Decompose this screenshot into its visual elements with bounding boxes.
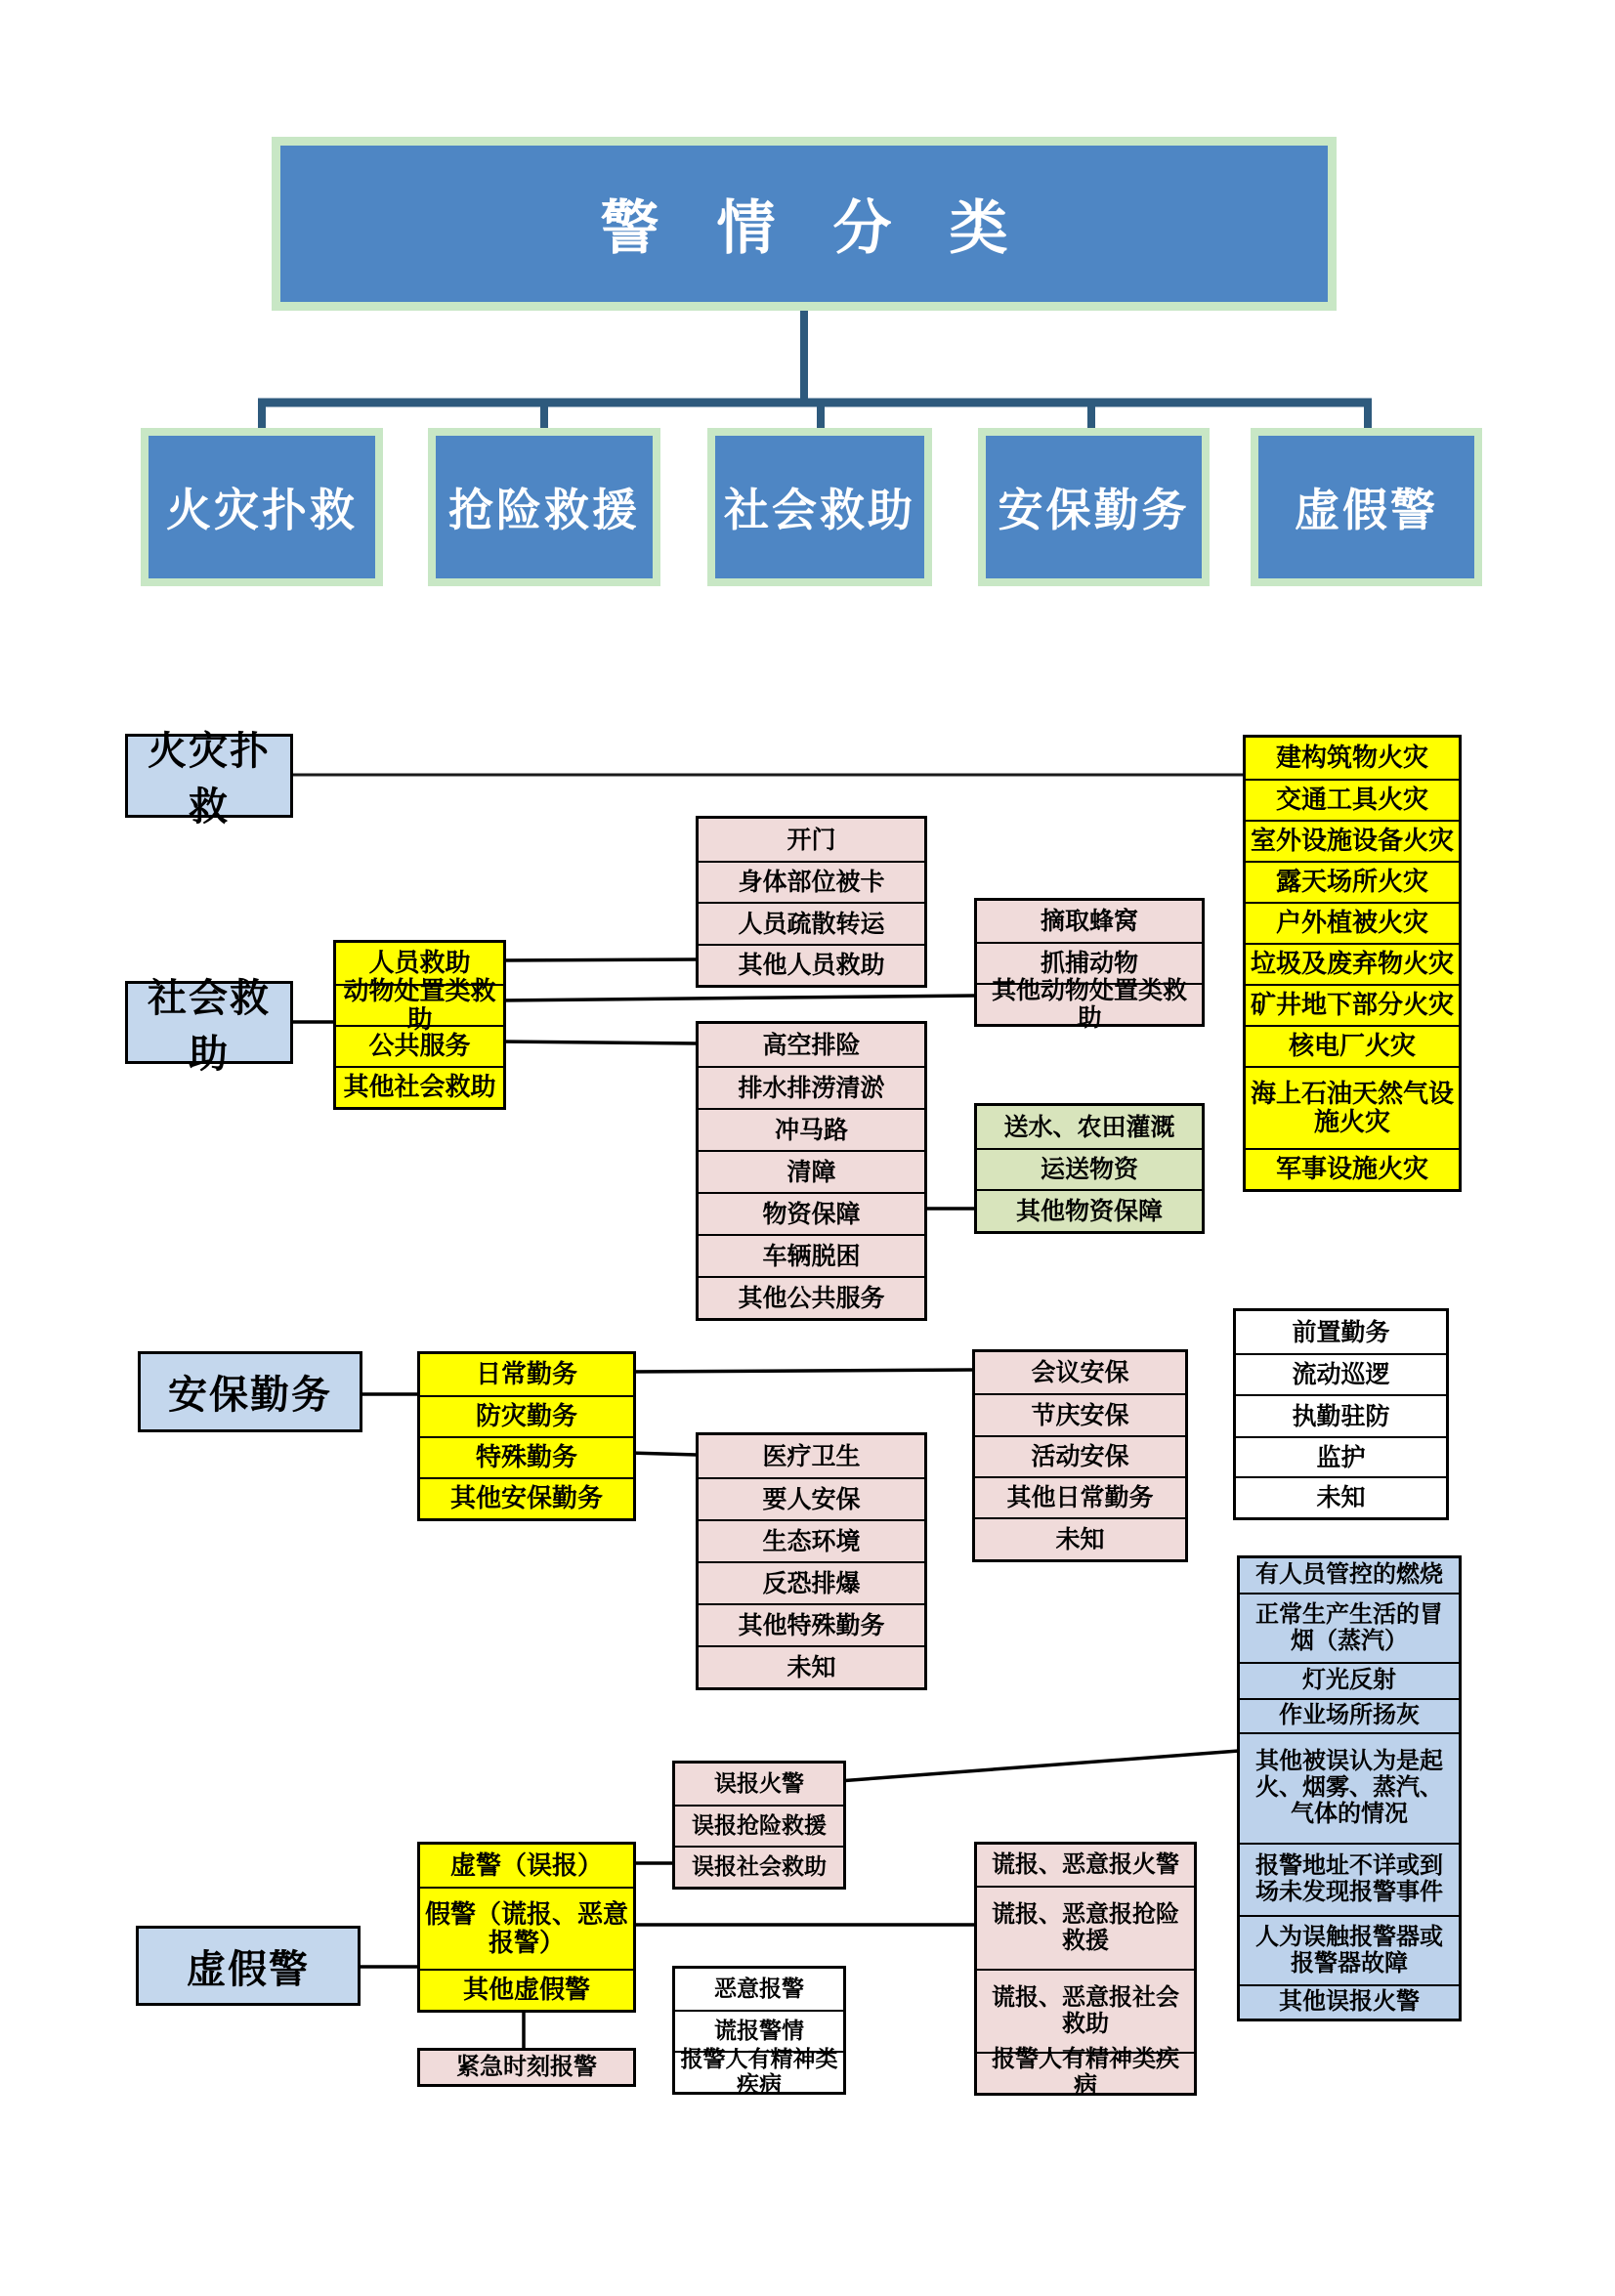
node-misidentified-5: 报警地址不详或到场未发现报警事件	[1240, 1843, 1459, 1915]
node-preDuty-3: 监护	[1236, 1436, 1446, 1476]
node-dailyDuty-3: 其他日常勤务	[975, 1476, 1185, 1517]
category-security: 安保勤务	[978, 428, 1210, 586]
stack-preDuty	[1233, 1308, 1449, 1520]
node-publicService-0: 高空排险	[762, 1031, 861, 1059]
node-mistakenReports-1: 误报抢险救援	[675, 1805, 843, 1846]
node-fireTypes-5: 垃圾及废弃物火灾	[1246, 943, 1459, 984]
node-mistakenReports-2: 误报社会救助	[675, 1846, 843, 1887]
link-person-rescue	[500, 959, 697, 960]
node-falseYellow-1: 假警（谎报、恶意报警）	[420, 1887, 633, 1969]
node-lieReports-1: 谎报、恶意报抢险救援	[977, 1886, 1194, 1969]
node-misidentified-3: 作业场所扬灰	[1240, 1698, 1459, 1732]
node-misidentified-4: 其他被误认为是起火、烟雾、蒸汽、气体的情况	[1240, 1732, 1459, 1843]
node-dailyDuty-0: 会议安保	[1031, 1359, 1129, 1386]
page-title: 警 情 分 类	[272, 137, 1337, 311]
node-emergency-0: 紧急时刻报警	[456, 2053, 597, 2080]
stack-lieReports	[974, 1842, 1197, 2099]
node-personRescue-3: 其他人员救助	[699, 944, 924, 985]
link-misidentified	[838, 1751, 1239, 1781]
node-misidentified-0: 有人员管控的燃烧	[1255, 1561, 1443, 1589]
node-publicService-3: 清障	[699, 1150, 924, 1192]
node-maliciousWhite-2: 报警人有精神类疾病	[675, 2051, 843, 2092]
node-socialYellow-1: 动物处置类救助	[336, 984, 503, 1025]
link-animal	[500, 996, 975, 1000]
node-personRescue-2: 人员疏散转运	[699, 902, 924, 944]
node-animalHandling-0: 摘取蜂窝	[1040, 908, 1138, 935]
node-socialYellow-3: 其他社会救助	[336, 1066, 503, 1107]
node-misidentified-7: 其他误报火警	[1240, 1984, 1459, 2019]
stack-fireTypes	[1243, 735, 1462, 1192]
node-specialDuty-4: 其他特殊勤务	[699, 1603, 924, 1645]
node-maliciousWhite-1: 谎报警情	[675, 2010, 843, 2051]
stack-animalHandling	[974, 898, 1205, 1032]
stack-publicService	[696, 1021, 927, 1321]
node-socialYellow-0: 人员救助	[368, 948, 471, 978]
node-fireTypes-9: 军事设施火灾	[1246, 1148, 1459, 1189]
node-fireTypes-0: 建构筑物火灾	[1275, 743, 1428, 773]
node-publicService-2: 冲马路	[699, 1108, 924, 1150]
node-preDuty-1: 流动巡逻	[1236, 1353, 1446, 1394]
category-fire: 火灾扑救	[141, 428, 383, 586]
section-label-false: 虚假警	[136, 1926, 361, 2006]
stack-dailyDuty	[972, 1349, 1188, 1562]
stack-socialYellow	[333, 940, 506, 1110]
node-specialDuty-2: 生态环境	[699, 1519, 924, 1561]
node-fireTypes-8: 海上石油天然气设施火灾	[1246, 1066, 1459, 1148]
node-misidentified-6: 人为误触报警器或报警器故障	[1240, 1915, 1459, 1984]
node-fireTypes-4: 户外植被火灾	[1246, 902, 1459, 943]
node-publicService-4: 物资保障	[699, 1192, 924, 1234]
node-maliciousWhite-0: 恶意报警	[714, 1976, 804, 2002]
section-label-social: 社会救助	[125, 981, 293, 1064]
node-preDuty-4: 未知	[1236, 1476, 1446, 1517]
node-lieReports-0: 谎报、恶意报火警	[992, 1850, 1179, 1878]
node-lieReports-3: 报警人有精神类疾病	[977, 2052, 1194, 2093]
node-dailyDuty-4: 未知	[975, 1517, 1185, 1559]
stack-supplies	[974, 1103, 1205, 1234]
node-specialDuty-1: 要人安保	[699, 1477, 924, 1519]
link-special-duty	[629, 1453, 697, 1455]
stack-securityYellow	[417, 1351, 636, 1521]
category-social: 社会救助	[707, 428, 932, 586]
node-misidentified-1: 正常生产生活的冒烟（蒸汽）	[1240, 1593, 1459, 1662]
node-lieReports-2: 谎报、恶意报社会救助	[977, 1969, 1194, 2052]
node-preDuty-0: 前置勤务	[1292, 1318, 1390, 1346]
node-misidentified-2: 灯光反射	[1240, 1662, 1459, 1698]
stack-specialDuty	[696, 1432, 927, 1690]
node-fireTypes-7: 核电厂火灾	[1246, 1025, 1459, 1066]
node-personRescue-0: 开门	[786, 826, 836, 854]
node-publicService-5: 车辆脱困	[699, 1234, 924, 1276]
node-mistakenReports-0: 误报火警	[714, 1770, 804, 1797]
category-false: 虚假警	[1251, 428, 1482, 586]
stack-maliciousWhite	[672, 1966, 846, 2095]
node-personRescue-1: 身体部位被卡	[699, 861, 924, 902]
node-publicService-6: 其他公共服务	[699, 1276, 924, 1318]
node-securityYellow-1: 防灾勤务	[420, 1395, 633, 1436]
node-fireTypes-3: 露天场所火灾	[1246, 861, 1459, 902]
stack-falseYellow	[417, 1842, 636, 2013]
stack-personRescue	[696, 816, 927, 988]
node-falseYellow-2: 其他虚假警	[420, 1969, 633, 2010]
node-fireTypes-1: 交通工具火灾	[1246, 779, 1459, 820]
node-falseYellow-0: 虚警（误报）	[449, 1850, 603, 1880]
link-public-service	[500, 1042, 697, 1043]
node-supplies-0: 送水、农田灌溉	[1003, 1113, 1175, 1141]
stack-misidentified	[1237, 1555, 1462, 2021]
node-securityYellow-2: 特殊勤务	[420, 1436, 633, 1477]
node-supplies-2: 其他物资保障	[977, 1189, 1202, 1231]
link-daily-duty	[629, 1370, 973, 1372]
node-animalHandling-2: 其他动物处置类救助	[977, 983, 1202, 1024]
node-dailyDuty-2: 活动安保	[975, 1435, 1185, 1476]
node-dailyDuty-1: 节庆安保	[975, 1393, 1185, 1435]
node-supplies-1: 运送物资	[977, 1148, 1202, 1189]
stack-emergency	[417, 2048, 636, 2087]
node-specialDuty-5: 未知	[699, 1645, 924, 1687]
category-rescue: 抢险救援	[428, 428, 660, 586]
node-publicService-1: 排水排涝清淤	[699, 1066, 924, 1108]
node-specialDuty-3: 反恐排爆	[699, 1561, 924, 1603]
node-socialYellow-2: 公共服务	[336, 1025, 503, 1066]
node-specialDuty-0: 医疗卫生	[762, 1442, 861, 1470]
section-label-security: 安保勤务	[138, 1351, 362, 1432]
node-securityYellow-3: 其他安保勤务	[420, 1477, 633, 1518]
node-fireTypes-6: 矿井地下部分火灾	[1246, 984, 1459, 1025]
node-preDuty-2: 执勤驻防	[1236, 1394, 1446, 1436]
node-animalHandling-1: 抓捕动物	[977, 942, 1202, 983]
node-securityYellow-0: 日常勤务	[475, 1359, 577, 1389]
node-fireTypes-2: 室外设施设备火灾	[1246, 820, 1459, 861]
stack-mistakenReports	[672, 1761, 846, 1890]
section-label-fire: 火灾扑救	[125, 734, 293, 818]
